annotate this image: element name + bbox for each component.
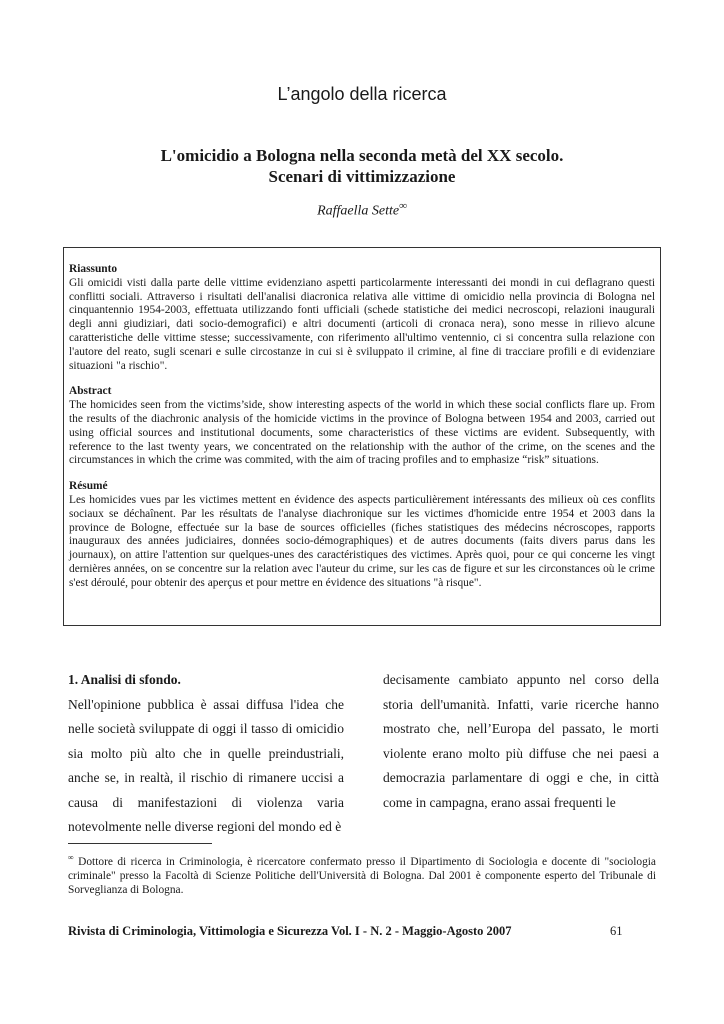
footnote-mark: ∞ <box>68 853 74 862</box>
body-column-left <box>68 668 344 840</box>
abstract-heading: Abstract <box>69 385 112 398</box>
footnote-text: Dottore di ricerca in Criminologia, è ricercatore confermato presso il Dipartimento di Sociologia e docente di "sociologia criminale" presso la Facoltà di Scienze Politiche dell'Università di Bologna. Dal 2001 è componente esperto del Tribunale di Sorveglianza di Bologna. <box>68 855 656 896</box>
abstract-heading: Riassunto <box>69 263 118 275</box>
abstract-english <box>69 385 655 468</box>
abstract-text: Les homicides vues par les victimes mettent en évidence des aspects particulièrement intéressants des milieux où ces conflits sociaux se déchaînent. Par les résultats de l'analyse diachronique sur les victimes d'homicide entre 1954 et 2003 dans la province de Bologne, effectuée sur la base de sources officielles (fiches statistiques des médecins nécroscopes, rapports inauguraux des années judiciaires, données socio-démographiques) et de autres documents (faits divers parus dans les journaux), on attire l'attention sur quelques-unes des caractéristiques des victimes. Après quoi, pour ce qui concerne les vingt dernières années, on se concentre sur la relation avec l'auteur du crime, sur les cas de figure et sur les circonstances où le crime s'est déroulé, pour obtenir des aperçus et pour mettre en évidence des situations "à risque". <box>69 493 655 589</box>
abstract-text: The homicides seen from the victims’side, show interesting aspects of the world in which these social conflicts flare up. From the results of the diachronic analysis of the homicide victims in the province of Bologna between 1954 and 2003, carried out using official sources and institutional documents, some characteristics of these victims are evident. Subsequently, with reference to the last twenty years, we concentrated on the relationship with the author of the crime, on the scenes and the circumstances in which the crime was commited, with the aim of tracing profiles and to emphasize “risk” situations. <box>69 399 655 467</box>
abstract-resume <box>69 480 655 590</box>
journal-citation: Rivista di Criminologia, Vittimologia e Sicurezza Vol. I - N. 2 - Maggio-Agosto 2007 <box>68 924 512 938</box>
abstract-riassunto <box>69 263 655 373</box>
title-line-1: L'omicidio a Bologna nella seconda metà del XX secolo. <box>160 146 564 165</box>
section-label: L’angolo della ricerca <box>277 84 447 104</box>
author-line <box>0 200 724 220</box>
page-number: 61 <box>610 924 623 938</box>
abstract-text: Gli omicidi visti dalla parte delle vittime evidenziano aspetti particolarmente interessanti dei mondi in cui deflagrano questi conflitti sociali. Attraverso i risultati dell'analisi diacronica relativa alle vittime di omicidio nella provincia di Bologna nel cinquantennio 1954-2003, effettuata utilizzando fonti ufficiali (schede statistiche dei medici necroscopi, relazioni inaugurali degli anni giudiziari, dati socio-demografici) e altri documenti (articoli di cronaca nera), sono messe in rilievo alcune caratteristiche delle vittime stesse; successivamente, con riferimento all'ultimo ventennio, ci si concentra sulla relazione con l'autore del reato, sugli scenari e sulle circostanze in cui si è sviluppato il crimine, al fine di tracciare profili e di evidenziare situazioni "a rischio". <box>69 276 655 372</box>
article-title <box>0 145 724 187</box>
body-column-right <box>383 668 659 815</box>
footnote <box>68 851 656 897</box>
section-heading: 1. Analisi di sfondo. <box>68 672 181 687</box>
author-footnote-mark: ∞ <box>399 200 407 212</box>
author-name: Raffaella Sette <box>317 203 400 219</box>
abstract-box <box>63 247 661 626</box>
footnote-divider <box>68 843 212 844</box>
body-text-left: Nell'opinione pubblica è assai diffusa l'idea che nelle società sviluppate di oggi il tasso di omicidio sia molto più alto che in quelle preindustriali, anche se, in realtà, il rischio di rimanere uccisi a causa di manifestazioni di violenza varia notevolmente nelle diverse regioni del mondo ed è <box>68 696 344 834</box>
abstract-heading: Résumé <box>69 480 108 493</box>
title-line-2: Scenari di vittimizzazione <box>268 167 456 186</box>
body-text-right: decisamente cambiato appunto nel corso della storia dell'umanità. Infatti, varie ricerche hanno mostrato che, nell’Europa del passato, le morti violente erano molto più diffuse che nei paesi a democrazia parlamentare di oggi e che, in città come in campagna, erano assai frequenti le <box>383 672 659 810</box>
